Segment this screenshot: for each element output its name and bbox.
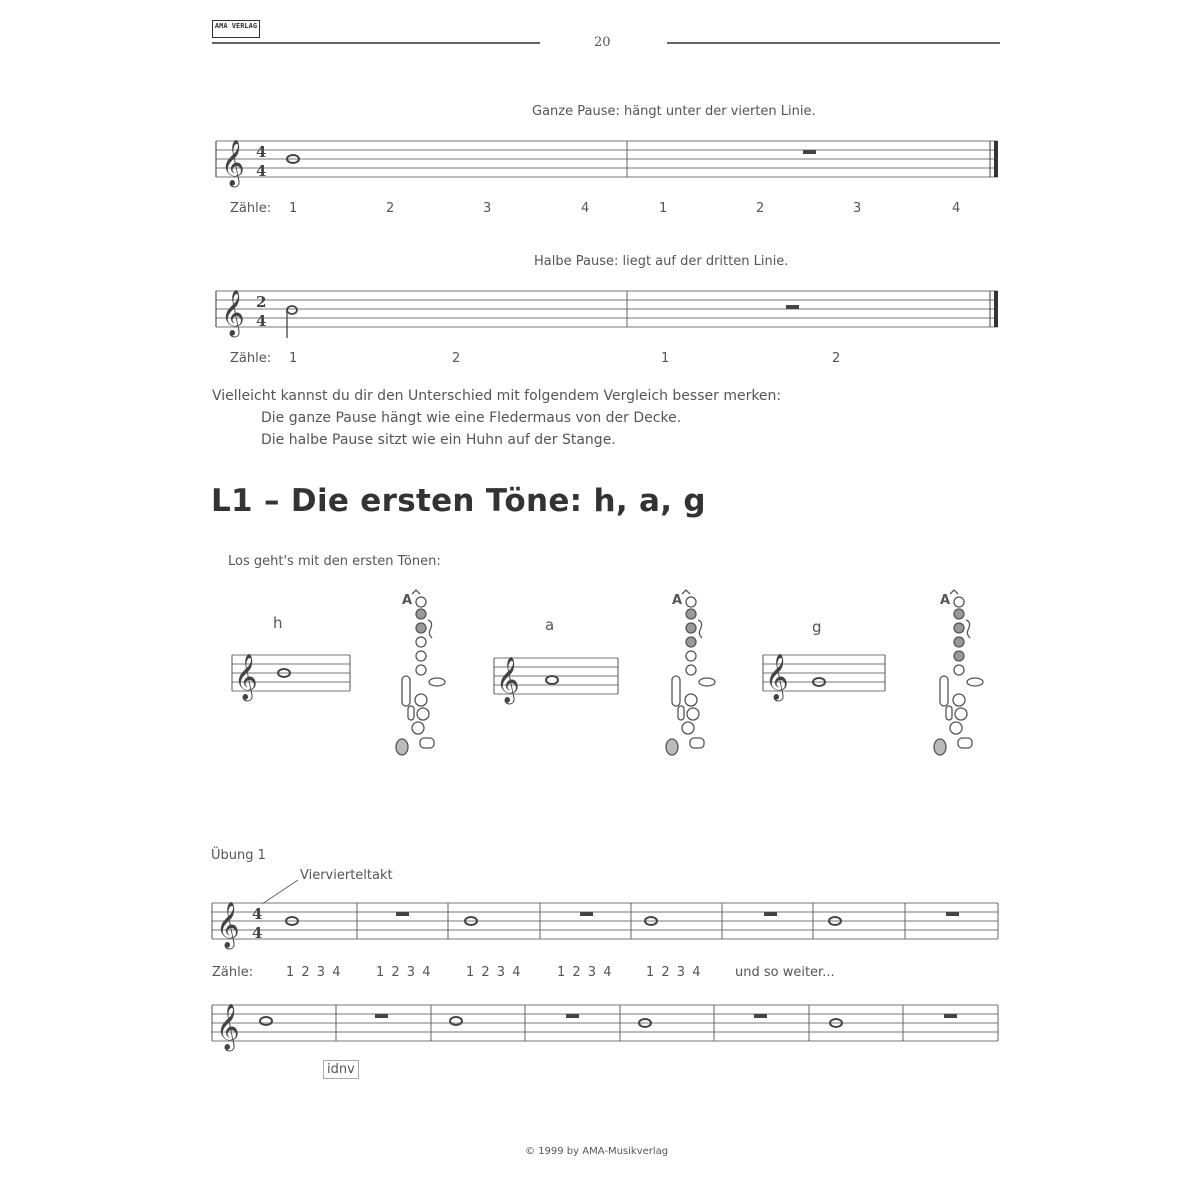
count-4: 4 [581,201,590,216]
count-4: 2 [832,351,841,366]
count-1: 1 [289,351,298,366]
treble-clef-icon: 𝄞 [496,657,520,703]
treble-clef-icon: 𝄞 [765,654,789,700]
treble-clef-icon: 𝄞 [234,654,258,700]
svg-text:A: A [672,593,683,608]
count-label: Zähle: [230,201,272,216]
time-sig-bottom: 4 [252,924,263,942]
count-group-2: 1 2 3 4 [376,965,431,980]
count-group-4: 1 2 3 4 [557,965,612,980]
count-2: 2 [452,351,461,366]
treble-clef-icon: 𝄞 [216,1004,240,1050]
whole-rest-icon [944,1014,957,1018]
whole-rest-icon [754,1014,767,1018]
staff-lines [212,1005,998,1041]
count-3: 3 [483,201,492,216]
lesson-title: L1 – Die ersten Töne: h, a, g [211,483,706,519]
count-1: 1 [289,201,298,216]
watermark-label: idnv [323,1060,359,1079]
mnemonic-line-2: Die halbe Pause sitzt wie ein Huhn auf der Stange. [261,432,616,448]
exercise-title: Übung 1 [211,848,266,863]
count-3: 1 [661,351,670,366]
note-name-h: h [273,614,283,632]
count-5: 1 [659,201,668,216]
half-rest-caption: Halbe Pause: liegt auf der dritten Linie. [534,254,789,269]
lesson-intro: Los geht's mit den ersten Tönen: [228,554,441,569]
count-8: 4 [952,201,961,216]
treble-clef-icon: 𝄞 [221,140,245,186]
count-2: 2 [386,201,395,216]
count-7: 3 [853,201,862,216]
treble-clef-icon: 𝄞 [216,902,240,948]
whole-note-icon [450,1017,462,1025]
page-number: 20 [594,35,611,50]
svg-text:A: A [940,593,951,608]
count-group-3: 1 2 3 4 [466,965,521,980]
time-sig-top: 2 [256,293,267,311]
whole-note-icon [260,1017,272,1025]
continuation-text: und so weiter... [735,965,835,980]
time-sig-top: 4 [256,143,267,161]
whole-rest-caption: Ganze Pause: hängt unter der vierten Linie. [532,104,816,119]
count-label: Zähle: [230,351,272,366]
time-sig-top: 4 [252,905,263,923]
whole-rest-icon [375,1014,388,1018]
count-group-5: 1 2 3 4 [646,965,701,980]
time-signature-annotation: Viervierteltakt [300,868,393,883]
svg-text:A: A [402,593,413,608]
treble-clef-icon: 𝄞 [221,290,245,336]
count-group-1: 1 2 3 4 [286,965,341,980]
count-label: Zähle: [212,965,254,980]
mnemonic-intro: Vielleicht kannst du dir den Unterschied mit folgendem Vergleich besser merken: [212,388,782,404]
time-sig-bottom: 4 [256,312,267,330]
logo-text: AMA VERLAG [214,22,258,30]
note-name-g: g [812,618,822,636]
mnemonic-line-1: Die ganze Pause hängt wie eine Fledermaus von der Decke. [261,410,682,426]
whole-rest-icon [566,1014,579,1018]
count-6: 2 [756,201,765,216]
note-name-a: a [545,616,555,634]
copyright-text: © 1999 by AMA-Musikverlag [525,1146,669,1157]
time-sig-bottom: 4 [256,162,267,180]
